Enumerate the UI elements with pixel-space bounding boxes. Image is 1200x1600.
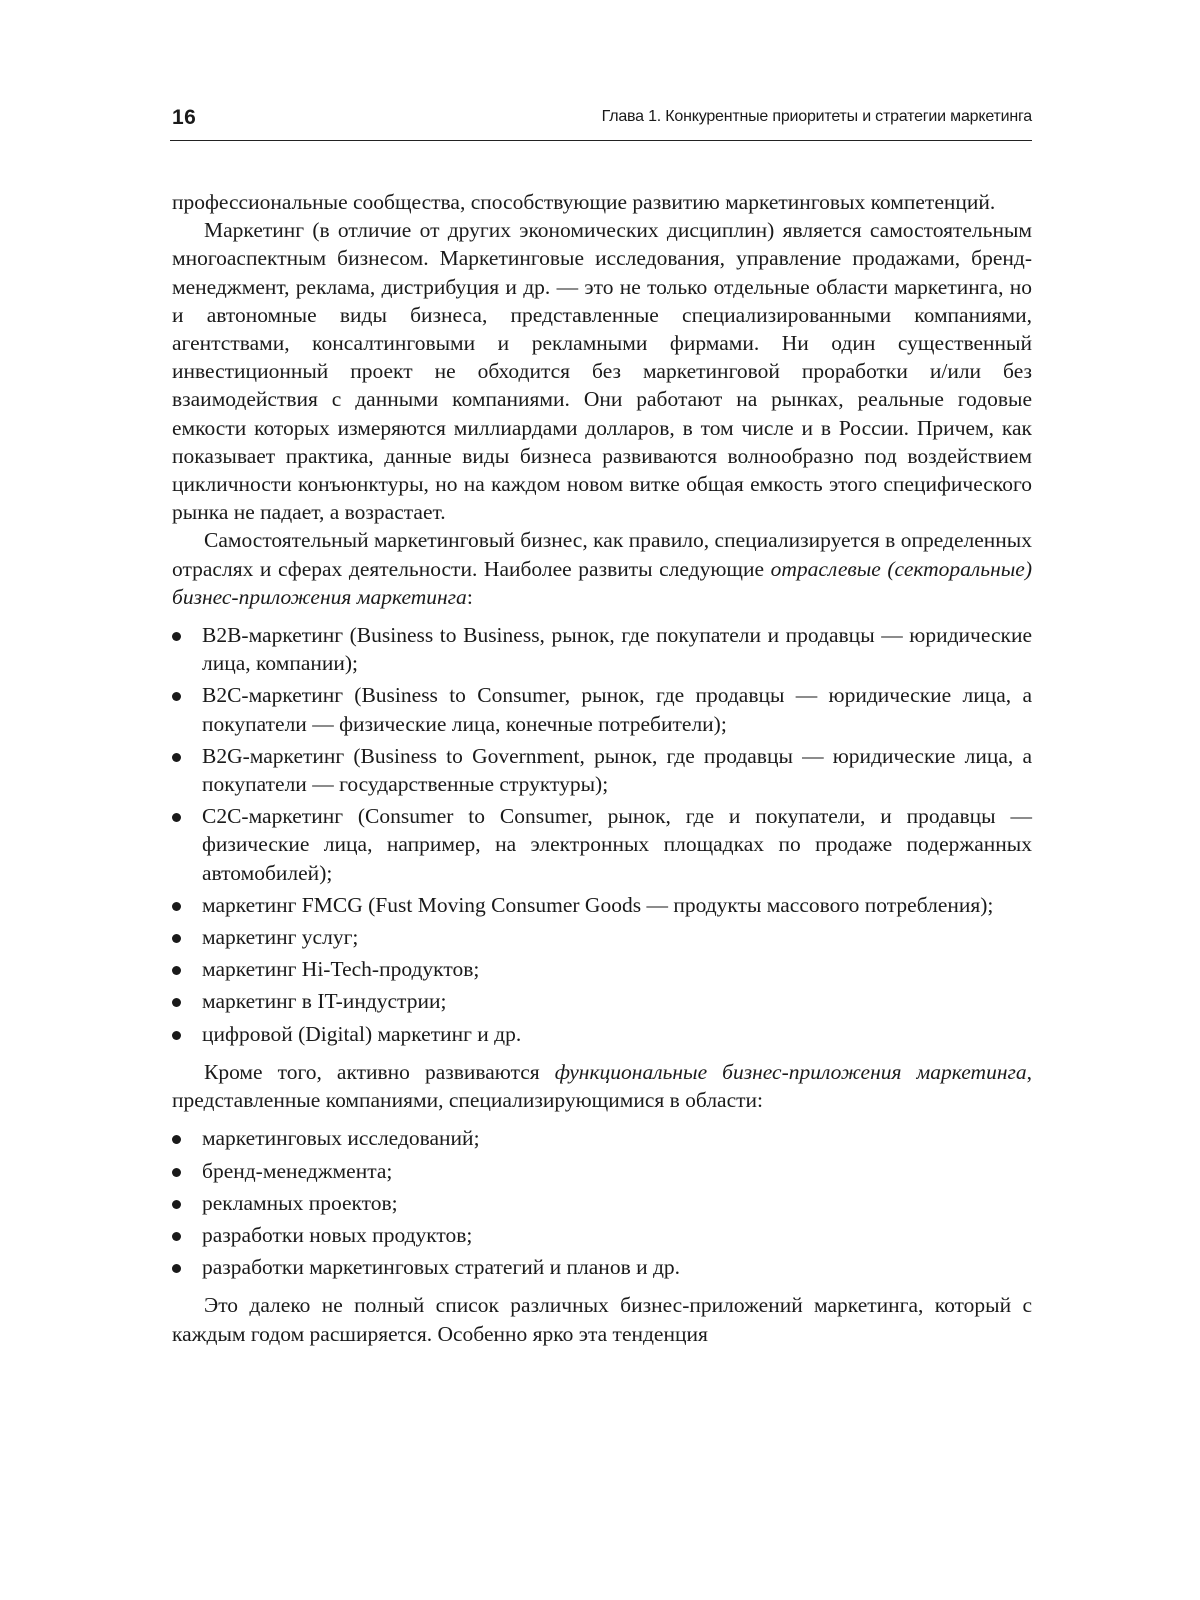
list-item-text: B2G-маркетинг (Business to Government, рынок, где продавцы — юридические лица, а покупатели — государственные структуры);: [202, 743, 1032, 797]
list-item: [172, 1124, 1032, 1152]
function-intro-end: , представленные компаниями, специализирующимися в области:: [172, 1059, 1032, 1113]
list-item-text: разработки маркетинговых стратегий и планов и др.: [202, 1255, 681, 1280]
bullet-icon: [172, 632, 181, 641]
sector-intro-emphasis: отраслевые (секторальные) бизнес-приложения маркетинга: [172, 556, 1032, 609]
list-item: [172, 1189, 1032, 1217]
bullet-icon: [172, 966, 181, 975]
list-item: [172, 923, 1032, 951]
list-item: [172, 681, 1032, 737]
bullet-icon: [172, 902, 181, 911]
bullet-icon: [172, 692, 181, 701]
bullet-icon: [172, 1168, 181, 1177]
paragraph-continuation: профессиональные сообщества, способствующие развитию маркетинговых компетенций.: [172, 190, 996, 214]
list-item-text: B2B-маркетинг (Business to Business, рынок, где покупатели и продавцы — юридические лица, компании);: [202, 623, 1032, 676]
function-intro-emphasis: функциональные бизнес-приложения маркетинга: [554, 1059, 1027, 1084]
list-item-text: маркетинговых исследований;: [202, 1126, 480, 1151]
list-item-text: цифровой (Digital) маркетинг и др.: [202, 1021, 522, 1046]
list-item-text: маркетинг в IT-индустрии;: [202, 989, 447, 1014]
list-item: [172, 742, 1032, 798]
sector-applications-list: [172, 621, 1032, 1048]
list-item: [172, 802, 1032, 887]
list-item-text: разработки новых продуктов;: [202, 1222, 473, 1247]
list-item: [172, 1020, 1032, 1048]
functional-applications-list: [172, 1124, 1032, 1281]
list-item-text: маркетинг услуг;: [202, 925, 359, 950]
bullet-icon: [172, 753, 181, 762]
function-intro-text: Кроме того, активно развиваются: [204, 1059, 555, 1084]
list-item: [172, 621, 1032, 677]
sector-intro-end: :: [466, 584, 473, 609]
body-text: [172, 188, 1032, 1348]
chapter-title: Глава 1. Конкурентные приоритеты и стратегии маркетинга: [601, 108, 1032, 125]
bullet-icon: [172, 1264, 181, 1273]
bullet-icon: [172, 934, 181, 943]
list-item: [172, 1253, 1032, 1281]
bullet-icon: [172, 1135, 181, 1144]
list-item-text: маркетинг FMCG (Fust Moving Consumer Goods — продукты массового потребления);: [202, 892, 994, 917]
bullet-icon: [172, 998, 181, 1007]
paragraph-marketing-business: Маркетинг (в отличие от других экономических дисциплин) является самостоятельным многоаспектным бизнесом. Маркетинговые исследования, управление продажами, бренд-менеджмент, реклама, дистрибуция и др. — это не только отдельные области маркетинга, но и автономные виды бизнеса, представленные специализированными компаниями, агентствами, консалтинговыми и рекламными фирмами. Ни один существенный инвестиционный проект не обходится без маркетинговой проработки и/или без взаимодействия с данными компаниями. Они работают на рынках, реальные годовые емкости которых измеряются миллиардами долларов, в том числе и в России. Причем, как показывает практика, данные виды бизнеса развиваются волнообразно под воздействием цикличности конъюнктуры, но на каждом новом витке общая емкость этого специфического рынка не падает, а возрастает.: [172, 218, 1032, 525]
list-item: [172, 987, 1032, 1015]
page-number: 16: [172, 106, 197, 129]
paragraph-function-intro: [172, 1058, 1032, 1114]
paragraph-conclusion: Это далеко не полный список различных бизнес-приложений маркетинга, который с каждым годом расширяется. Особенно ярко эта тенденция: [172, 1293, 1032, 1346]
bullet-icon: [172, 813, 181, 822]
bullet-icon: [172, 1232, 181, 1241]
list-item-text: C2C-маркетинг (Consumer to Consumer, рынок, где и покупатели, и продавцы — физические лица, например, на электронных площадках по продаже подержанных автомобилей);: [202, 804, 1032, 885]
list-item: [172, 1157, 1032, 1185]
bullet-icon: [172, 1031, 181, 1040]
list-item: [172, 891, 1032, 919]
list-item: [172, 1221, 1032, 1249]
list-item-text: рекламных проектов;: [202, 1190, 398, 1215]
sector-intro-text: Самостоятельный маркетинговый бизнес, как правило, специализируется в определенных отраслях и сферах деятельности. Наиболее развиты следующие: [172, 528, 1032, 581]
paragraph-sector-intro: [172, 526, 1032, 611]
running-head: [170, 104, 1032, 141]
bullet-icon: [172, 1200, 181, 1209]
list-item-text: маркетинг Hi-Tech-продуктов;: [202, 957, 480, 982]
list-item-text: бренд-менеджмента;: [202, 1158, 393, 1183]
list-item: [172, 955, 1032, 983]
list-item-text: B2C-маркетинг (Business to Consumer, рынок, где продавцы — юридические лица, а покупатели — физические лица, конечные потребители);: [202, 683, 1032, 736]
